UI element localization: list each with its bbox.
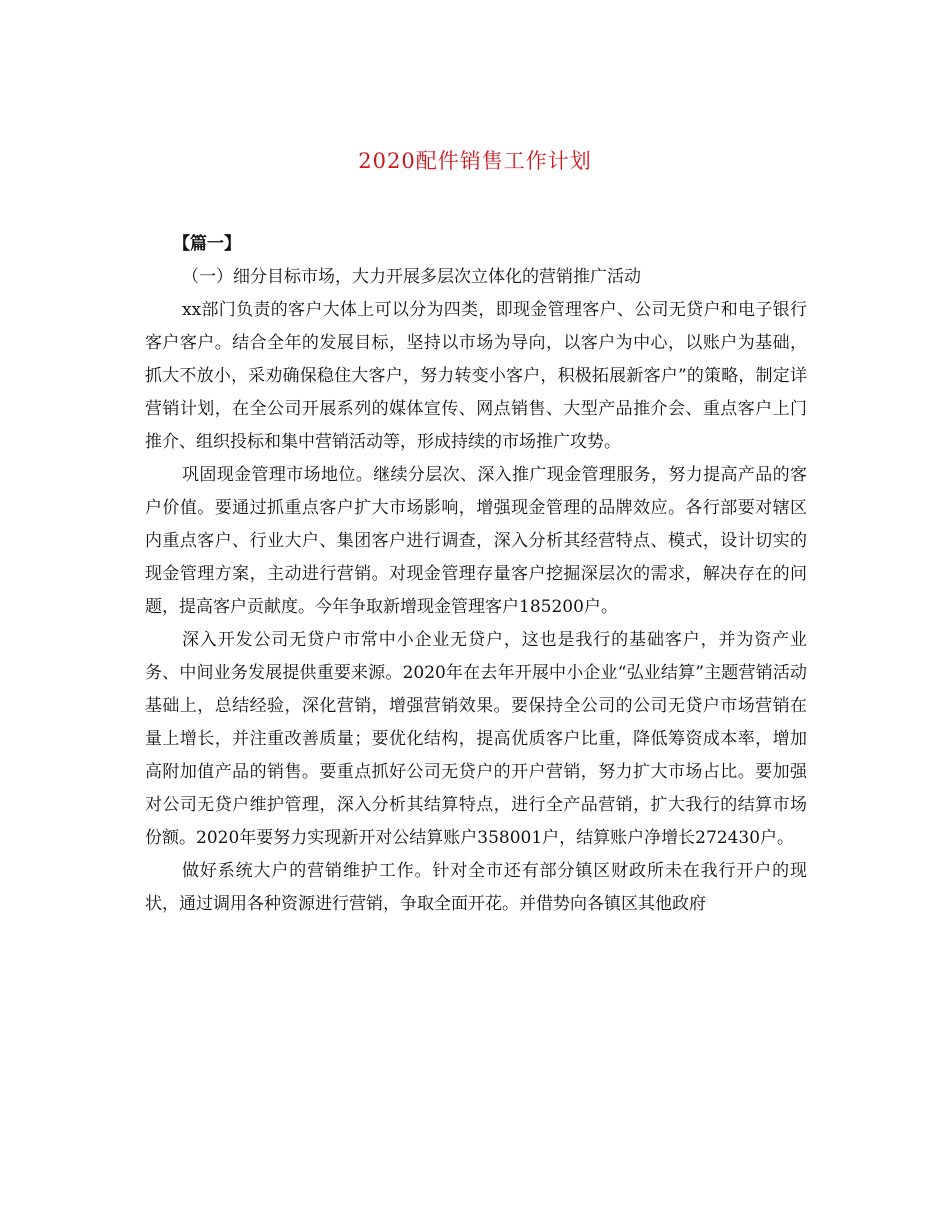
body-paragraph: 深入开发公司无贷户市常中小企业无贷户，这也是我行的基础客户，并为资产业务、中间业务发展提供重要来源。2020年在去年开展中小企业“弘业结算”主题营销活动基础上，总结经验，深化营销，增强营销效果。要保持全公司的公司无贷户市场营销在量上增长，并注重改善质量；要优化结构，提高优质客户比重，降低筹资成本率，增加高附加值产品的销售。要重点抓好公司无贷户的开户营销，努力扩大市场占比。要加强对公司无贷户维护管理，深入分析其结算特点，进行全产品营销，扩大我行的结算市场份额。2020年要努力实现新开对公结算账户358001户，结算账户净增长272430户。 xyxy=(145,630,807,848)
body-paragraph: xx部门负责的客户大体上可以分为四类，即现金管理客户、公司无贷户和电子银行客户客户。结合全年的发展目标，坚持以市场为导向，以客户为中心，以账户为基础，抓大不放小，采劝确保稳住大客户，努力转变小客户，积极拓展新客户”的策略，制定详营销计划，在全公司开展系列的媒体宣传、网点销售、大型产品推介会、重点客户上门推介、组织投标和集中营销活动等，形成持续的市场推广攻势。 xyxy=(145,300,807,452)
body-paragraph: 巩固现金管理市场地位。继续分层次、深入推广现金管理服务，努力提高产品的客户价值。要通过抓重点客户扩大市场影响，增强现金管理的品牌效应。各行部要对辖区内重点客户、行业大户、集团客户进行调查，深入分析其经营特点、模式，设计切实的现金管理方案，主动进行营销。对现金管理存量客户挖掘深层次的需求，解决存在的问题，提高客户贡献度。今年争取新增现金管理客户185200户。 xyxy=(145,465,807,617)
document-title: 2020配件销售工作计划 xyxy=(358,149,592,173)
document-body xyxy=(145,228,807,921)
subheading-paragraph: （一）细分目标市场，大力开展多层次立体化的营销推广活动 xyxy=(182,267,641,287)
body-paragraph: 做好系统大户的营销维护工作。针对全市还有部分镇区财政所未在我行开户的现状，通过调用各种资源进行营销，争取全面开花。并借势向各镇区其他政府 xyxy=(145,861,807,914)
section-label: 【篇一】 xyxy=(173,234,241,254)
